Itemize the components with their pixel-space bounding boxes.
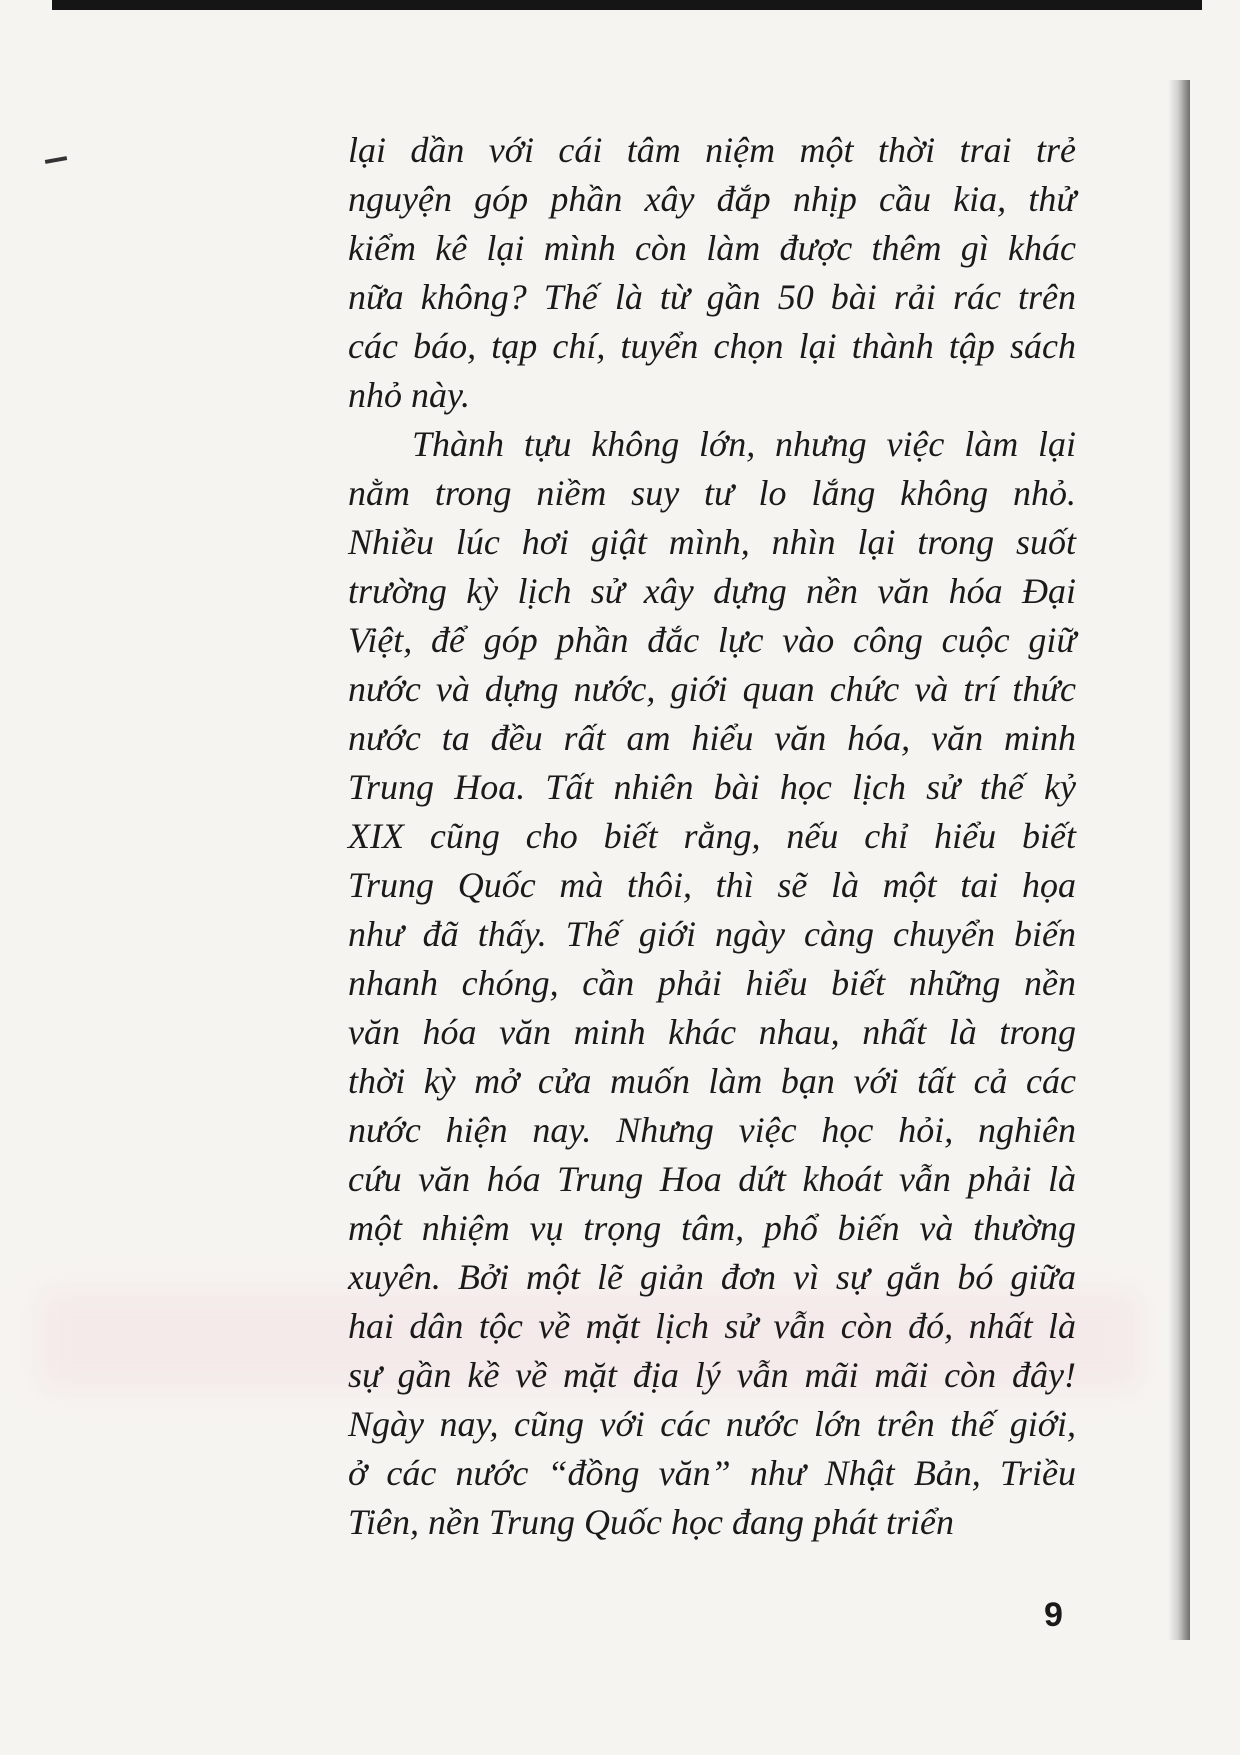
- text-line: nước ta đều rất am hiểu văn hóa, văn minh: [348, 718, 1076, 758]
- text-line: sự gần kề về mặt địa lý vẫn mãi mãi còn đây!: [348, 1355, 1076, 1395]
- text-line: nguyện góp phần xây đắp nhịp cầu kia, thử: [348, 179, 1076, 219]
- text-line: Ngày nay, cũng với các nước lớn trên thế giới,: [348, 1404, 1076, 1444]
- text-line: cứu văn hóa Trung Hoa dứt khoát vẫn phải là: [348, 1159, 1076, 1199]
- body-text: [348, 126, 1076, 1547]
- text-line: lại dần với cái tâm niệm một thời trai trẻ: [348, 130, 1076, 170]
- paragraph: [348, 126, 1076, 420]
- paragraph: [348, 420, 1076, 1547]
- text-line: Thành tựu không lớn, nhưng việc làm lại: [412, 424, 1076, 464]
- text-line: Việt, để góp phần đắc lực vào công cuộc giữ: [348, 620, 1076, 660]
- text-line: nhỏ này.: [348, 375, 470, 415]
- text-line: nhanh chóng, cần phải hiểu biết những nền: [348, 963, 1076, 1003]
- book-spine-shadow: [1168, 80, 1190, 1640]
- text-line: một nhiệm vụ trọng tâm, phổ biến và thường: [348, 1208, 1076, 1248]
- text-line: Tiên, nền Trung Quốc học đang phát triển: [348, 1502, 954, 1542]
- text-line: nước và dựng nước, giới quan chức và trí thức: [348, 669, 1076, 709]
- text-line: xuyên. Bởi một lẽ giản đơn vì sự gắn bó giữa: [348, 1257, 1076, 1297]
- text-line: nằm trong niềm suy tư lo lắng không nhỏ.: [348, 473, 1076, 513]
- text-line: Trung Quốc mà thôi, thì sẽ là một tai họa: [348, 865, 1076, 905]
- text-line: trường kỳ lịch sử xây dựng nền văn hóa Đại: [348, 571, 1076, 611]
- text-line: văn hóa văn minh khác nhau, nhất là trong: [348, 1012, 1076, 1052]
- text-line: nước hiện nay. Nhưng việc học hỏi, nghiên: [348, 1110, 1076, 1150]
- margin-mark: [45, 156, 67, 164]
- text-line: như đã thấy. Thế giới ngày càng chuyển biến: [348, 914, 1076, 954]
- text-line: XIX cũng cho biết rằng, nếu chỉ hiểu biết: [348, 816, 1076, 856]
- text-line: hai dân tộc về mặt lịch sử vẫn còn đó, nhất là: [348, 1306, 1076, 1346]
- text-line: các báo, tạp chí, tuyển chọn lại thành tập sách: [348, 326, 1076, 366]
- text-line: kiểm kê lại mình còn làm được thêm gì khác: [348, 228, 1076, 268]
- text-line: thời kỳ mở cửa muốn làm bạn với tất cả các: [348, 1061, 1076, 1101]
- text-line: Nhiều lúc hơi giật mình, nhìn lại trong suốt: [348, 522, 1076, 562]
- page-number: 9: [1044, 1596, 1063, 1634]
- text-line: ở các nước “đồng văn” như Nhật Bản, Triều: [348, 1453, 1076, 1493]
- top-border-rule: [52, 0, 1202, 10]
- text-line: nữa không? Thế là từ gần 50 bài rải rác trên: [348, 277, 1076, 317]
- text-line: Trung Hoa. Tất nhiên bài học lịch sử thế kỷ: [348, 767, 1076, 807]
